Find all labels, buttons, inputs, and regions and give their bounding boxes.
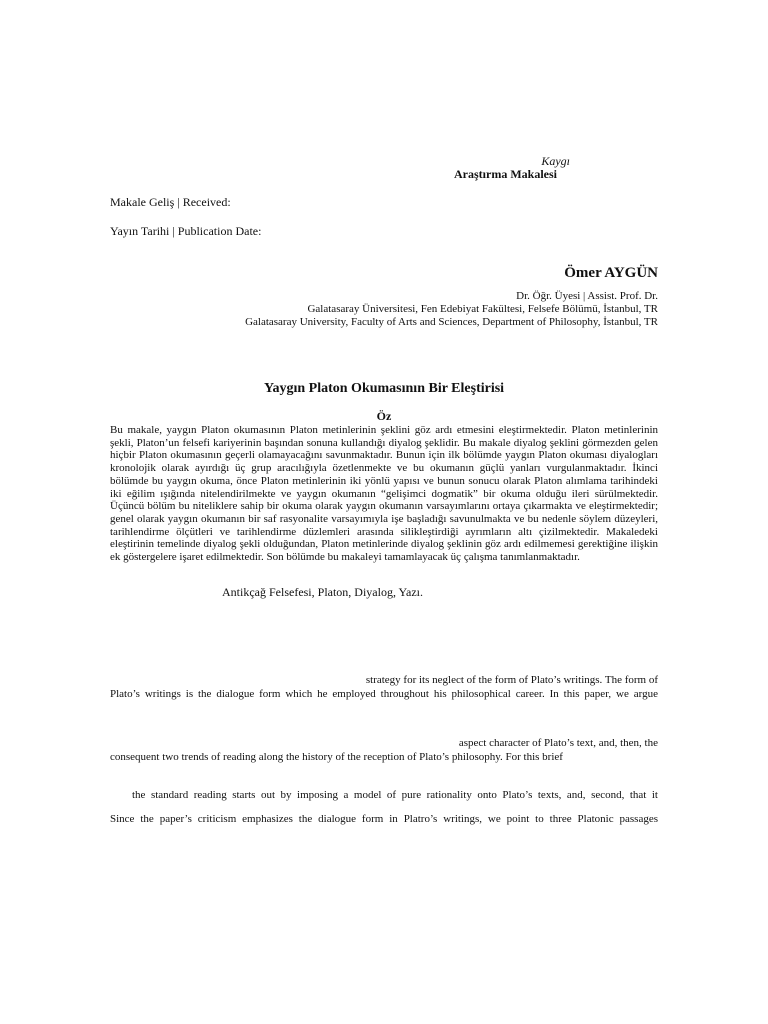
english-fragment-4a: Since the paper’s criticism emphasizes the dialogue form in Platro’s writings, we point to three Platonic passages: [110, 813, 658, 825]
affiliation-tr: Galatasaray Üniversitesi, Fen Edebiyat Fakültesi, Felsefe Bölümü, İstanbul, TR: [307, 303, 658, 315]
english-fragment-1b: Plato’s writings is the dialogue form which he employed throughout his philosophical career. In this paper, we argue: [110, 688, 658, 700]
keywords: Antikçağ Felsefesi, Platon, Diyalog, Yazı.: [222, 585, 423, 599]
abstract-heading: Öz: [376, 409, 392, 423]
journal-name: Kaygı: [541, 154, 570, 168]
article-title: Yaygın Platon Okumasının Bir Eleştirisi: [263, 381, 505, 396]
english-fragment-1a: strategy for its neglect of the form of Plato’s writings. The form of: [365, 674, 658, 686]
publication-date-label: Yayın Tarihi | Publication Date:: [110, 224, 262, 238]
received-date-label: Makale Geliş | Received:: [110, 195, 231, 209]
author-name: Ömer AYGÜN: [564, 265, 658, 281]
english-fragment-3a: the standard reading starts out by imposing a model of pure rationality onto Plato’s texts, and, second, that it: [132, 789, 658, 801]
abstract-text: Bu makale, yaygın Platon okumasının Platon metinlerinin şeklini göz ardı etmesini eleştirmektedir. Platon metinlerinin şekli, Platon’un felsefi kariyerinin başından sonuna kullandığı diyalog şeklidir. Bu makale diyalog şeklini görmezden gelen hiçbir Platon okumasının geçerli olamayacağını savunmaktadır. Bunun için ilk bölümde yaygın Platon okuması diyalogları kronolojik olarak ayırdığı üç grup aracılığıyla özetlenmekte ve bu okumanın güçlü yanları vurgulanmaktadır. İkinci bölümde bu yaygın okuma, önce Platon metinlerinin iki yönlü yapısı ve bunun sonucu olarak Platon alımlama tarihindeki iki eğilim ışığında nitelendirilmekte ve yaygın okumanın “gelişimci dogmatik” bir okuma olduğu ileri sürülmektedir. Üçüncü bölüm bu niteliklere sahip bir okuma olarak yaygın okumanın varsayımlarını ortaya çıkarmakta ve eleştirmektedir; genel olarak yaygın okumanın bir saf rasyonalite varsayımıyla işe başladığı savunulmakta ve bu nedenle söylem düzeyleri, tarihlendirme ölçütleri ve tarihlendirme düzlemleri arasında silikleştirdiği ayrımların altı çizilmektedir. Makaledeki eleştirinin temelinde diyalog şekli olduğundan, Platon metinlerinde diyalog şeklinin göz ardı edilmemesi gerektiğine ilişkin ek göstergelere işaret edilmektedir. Son bölümde bu makaleyi tamamlayacak üç çalışma tanımlanmaktadır.: [110, 424, 658, 564]
english-fragment-2a: aspect character of Plato’s text, and, then, the: [458, 737, 658, 749]
affiliation-en: Galatasaray University, Faculty of Arts and Sciences, Department of Philosophy, İstanbul, TR: [245, 316, 658, 328]
author-title: Dr. Öğr. Üyesi | Assist. Prof. Dr.: [516, 290, 658, 302]
article-type: Araştırma Makalesi: [454, 167, 557, 181]
english-fragment-2b: consequent two trends of reading along the history of the reception of Plato’s philosophy. For this brief: [110, 751, 563, 763]
